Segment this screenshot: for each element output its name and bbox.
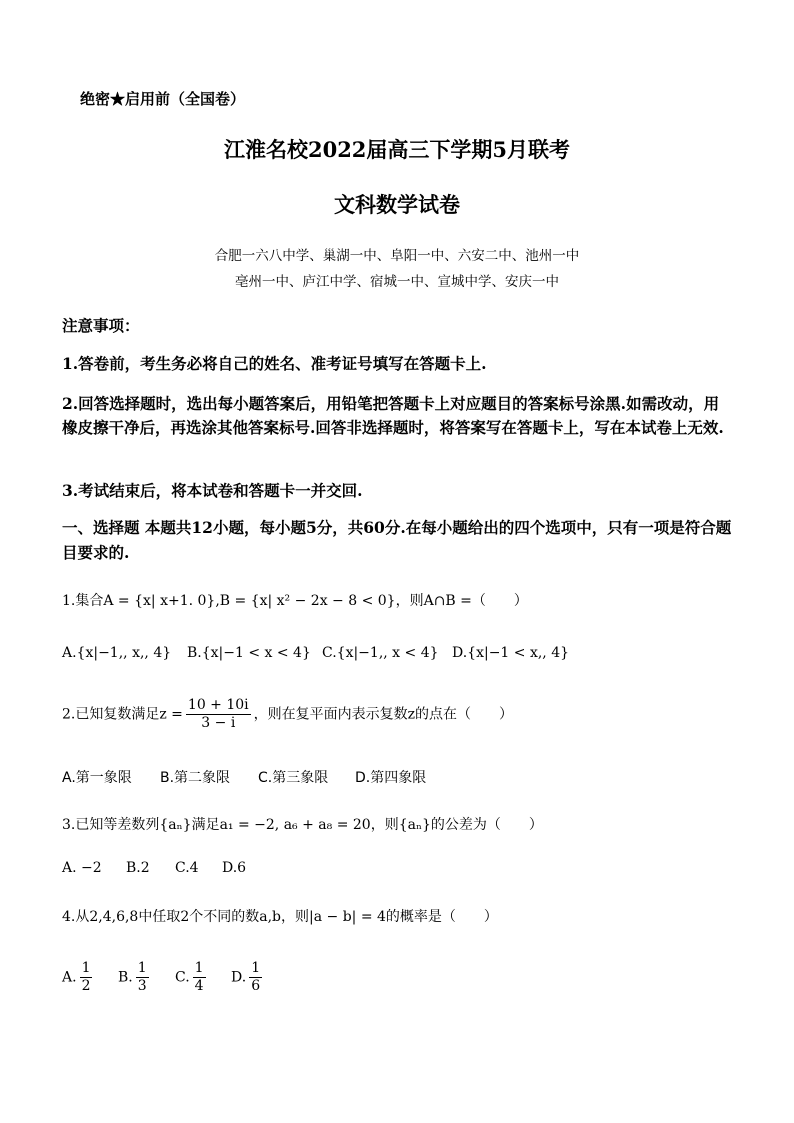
question-2-option-b: B.第二象限: [160, 770, 231, 786]
notice-item-2: 2.回答选择题时，选出每小题答案后，用铅笔把答题卡上对应题目的答案标号涂黑.如需改动，用橡皮擦干净后，再选涂其他答案标号.回答非选择题时，将答案写在答题卡上，写在本试卷上无效.: [62, 394, 724, 437]
question-1-stem: 1.集合A = {x| x+1. 0},B = {x| x² − 2x − 8 < 0}，则A∩B =（ ）: [62, 593, 528, 609]
question-3-stem: 3.已知等差数列{aₙ}满足a₁ = −2, a₆ + a₈ = 20，则{aₙ}的公差为（ ）: [62, 817, 543, 833]
question-4-option-a: [62, 960, 95, 995]
fraction-numerator: 1: [137, 960, 147, 976]
exam-subtitle: 文科数学试卷: [334, 192, 460, 217]
fraction-denominator: 2: [81, 977, 91, 994]
question-2-fraction: [186, 697, 251, 732]
exam-title: 江淮名校2022届高三下学期5月联考: [223, 137, 571, 162]
question-3-option-b: B.2: [126, 860, 150, 876]
question-4-option-d: [231, 960, 265, 995]
option-fraction: [193, 960, 206, 995]
fraction-denominator: 6: [251, 977, 261, 994]
question-1-option-d: D.{x|−1 < x,, 4}: [452, 645, 570, 661]
question-1-option-b: B.{x|−1 < x < 4}: [187, 645, 311, 661]
fraction-numerator: 1: [194, 960, 204, 976]
question-2-option-d: D.第四象限: [355, 770, 427, 786]
question-4-option-c: [175, 960, 209, 995]
schools-line-2: 亳州一中、庐江中学、宿城一中、宣城中学、安庆一中: [235, 274, 559, 290]
confidential-label: 绝密★启用前（全国卷）: [80, 90, 246, 108]
question-4-stem: 4.从2,4,6,8中任取2个不同的数a,b，则|a − b| = 4的概率是（ ）: [62, 909, 498, 925]
question-2-option-a: A.第一象限: [62, 770, 132, 786]
fraction-numerator: 1: [81, 960, 91, 976]
option-label: D.: [231, 969, 247, 986]
question-2-stem-before: 2.已知复数满足z =: [62, 706, 183, 723]
option-label: B.: [118, 969, 133, 986]
fraction-denominator: 4: [194, 977, 204, 994]
option-label: A.: [62, 969, 77, 986]
schools-line-1: 合肥一六八中学、巢湖一中、阜阳一中、六安二中、池州一中: [214, 248, 580, 264]
option-label: C.: [175, 969, 190, 986]
notice-item-1: 1.答卷前，考生务必将自己的姓名、准考证号填写在答题卡上.: [62, 354, 487, 373]
question-1-option-a: A.{x|−1,, x,, 4}: [62, 645, 172, 661]
question-2-denominator: 3 − i: [201, 714, 236, 731]
question-2-stem-after: ，则在复平面内表示复数z的点在（ ）: [253, 706, 514, 723]
question-3-option-a: A. −2: [62, 860, 102, 876]
notice-heading: 注意事项：: [62, 316, 140, 335]
question-4-option-b: [118, 960, 152, 995]
option-fraction: [80, 960, 93, 995]
question-2-option-c: C.第三象限: [258, 770, 329, 786]
question-2-stem: [62, 697, 513, 732]
fraction-numerator: 1: [251, 960, 261, 976]
option-fraction: [249, 960, 262, 995]
question-3-option-d: D.6: [222, 860, 247, 876]
option-fraction: [136, 960, 149, 995]
section-1-heading: 一、选择题 本题共12小题，每小题5分，共60分.在每小题给出的四个选项中，只有一项是符合题目要求的.: [62, 518, 732, 562]
question-2-numerator: 10 + 10i: [187, 697, 249, 713]
question-1-option-c: C.{x|−1,, x < 4}: [322, 645, 439, 661]
question-3-option-c: C.4: [175, 860, 199, 876]
fraction-denominator: 3: [137, 977, 147, 994]
notice-item-3: 3.考试结束后，将本试卷和答题卡一并交回.: [62, 481, 363, 500]
